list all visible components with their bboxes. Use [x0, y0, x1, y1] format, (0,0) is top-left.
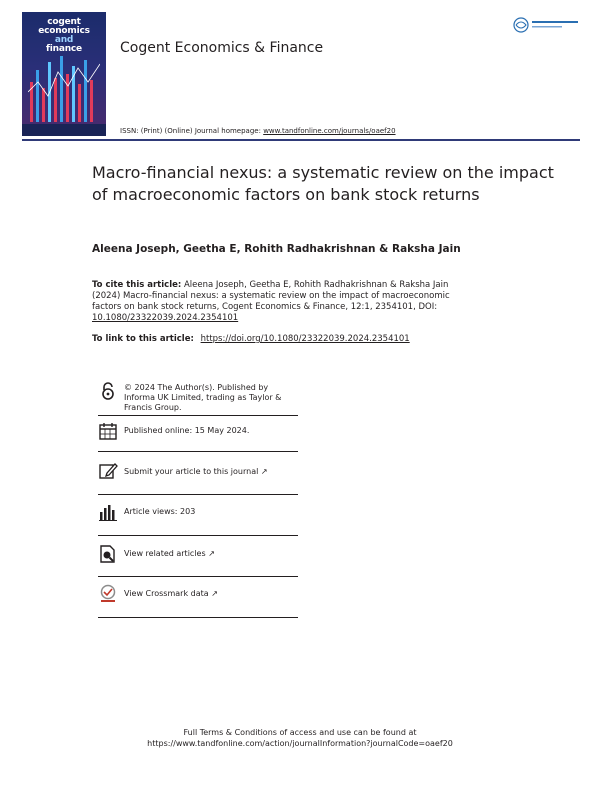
crossmark-icon — [98, 584, 118, 604]
divider — [98, 494, 298, 495]
article-link-label: To link to this article: — [92, 334, 194, 344]
cover-footer-strip — [22, 124, 106, 136]
cover-title — [22, 18, 106, 54]
divider — [98, 415, 298, 416]
published-date-text: Published online: 15 May 2024. — [124, 426, 250, 435]
journal-cover-image — [22, 12, 106, 136]
article-link-line — [92, 334, 410, 344]
edit-pencil-icon — [98, 461, 118, 481]
external-link-icon: ↗ — [260, 467, 268, 476]
open-access-lock-icon — [98, 381, 118, 401]
issn-line — [120, 127, 396, 135]
related-articles-link[interactable] — [124, 549, 299, 559]
terms-footer-line-1: Full Terms & Conditions of access and use can be found at — [183, 728, 417, 737]
terms-footer-url-link[interactable]: https://www.tandfonline.com/action/journalInformation?journalCode=oaef20 — [147, 739, 453, 748]
header-divider — [22, 139, 580, 141]
divider — [98, 451, 298, 452]
submit-article-label[interactable]: Submit your article to this journal — [124, 467, 259, 476]
cover-line-1: cogent — [47, 17, 81, 27]
divider — [98, 576, 298, 577]
citation-text: Aleena Joseph, Geetha E, Rohith Radhakrishnan & Raksha Jain (2024) Macro-financial nexus: a systematic review on the impact of macroeconomic factors on bank stock returns, Cogent Economics & Finance, 12:1, 2354101, DOI: — [92, 280, 450, 312]
cover-line-2: economics — [38, 26, 90, 36]
external-link-icon: ↗ — [208, 549, 215, 558]
divider — [98, 535, 298, 536]
journal-homepage-link[interactable]: www.tandfonline.com/journals/oaef20 — [263, 127, 396, 135]
cover-line-4: finance — [46, 44, 82, 54]
cover-chart-graphic — [28, 52, 100, 122]
divider — [98, 617, 298, 618]
journal-name[interactable]: Cogent Economics & Finance — [120, 40, 324, 56]
calendar-icon — [98, 421, 118, 441]
article-authors: Aleena Joseph, Geetha E, Rohith Radhakrishnan & Raksha Jain — [92, 243, 461, 255]
citation-doi-link[interactable]: 10.1080/23322039.2024.2354101 — [92, 313, 239, 323]
bar-chart-icon — [98, 502, 118, 522]
citation-block — [92, 280, 472, 324]
cover-line-3: and — [54, 35, 74, 45]
article-title: Macro-financial nexus: a systematic review on the impact of macroeconomic factors on bank stock returns — [92, 163, 554, 204]
article-views-text: Article views: 203 — [124, 507, 196, 516]
related-articles-label[interactable]: View related articles — [124, 549, 206, 558]
crossmark-link[interactable] — [124, 589, 299, 599]
document-search-icon — [98, 544, 118, 564]
issn-label: ISSN: (Print) (Online) Journal homepage: — [120, 127, 261, 135]
article-doi-link[interactable]: https://doi.org/10.1080/23322039.2024.2354101 — [200, 334, 410, 344]
license-text: © 2024 The Author(s). Published by Informa UK Limited, trading as Taylor & Francis Group. — [124, 383, 282, 412]
external-link-icon: ↗ — [211, 589, 218, 598]
submit-article-link[interactable] — [124, 467, 299, 477]
citation-label: To cite this article: — [92, 280, 182, 290]
terms-footer — [0, 727, 600, 749]
crossmark-label[interactable]: View Crossmark data — [124, 589, 209, 598]
taylor-francis-logo-icon — [512, 16, 584, 34]
